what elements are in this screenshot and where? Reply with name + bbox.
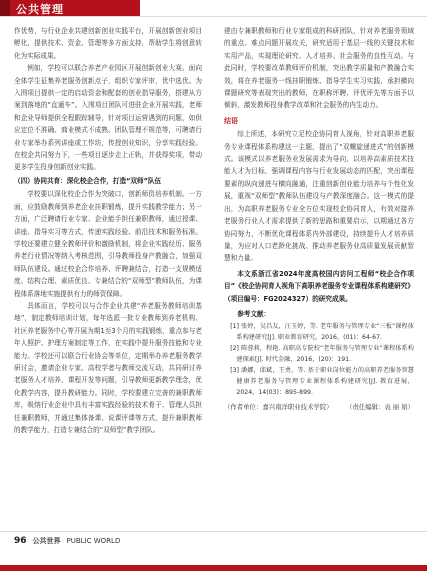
body-paragraph: 综上所述，本研究立足校企协同育人视角，针对高职养老服务专业课程体系构建这一主题，提出了“双螺旋递进式”的创新模式。该模式以养老服务业发展需求为导向，以培养高素质技术技能人才为目标，强调课程内容与行业发展动态的匹配，突出课程要素的纵向递进与横向融通，注重创新创业能力培养与个性化发展，重视“双师型”教师队伍建设与产教深度融合。这一模式的提出，为高职养老服务专业全方位实现校企协同育人，有效对接养老服务行业人才需求提供了新的思路和重要启示，以期通过各方协同努力，不断优化课程体系内外部建设，持续提升人才培养质量，为应对人口老龄化挑战、推动养老服务业高质量发展贡献智慧和力量。 — [224, 130, 414, 263]
right-text-column — [224, 25, 414, 414]
section-header-accent — [0, 0, 10, 16]
references-heading: 参考文献： — [237, 309, 271, 318]
reference-item: [2] 陈蓉莉，程艳. 高职高专院校“老年服务与管理专业”课程体系构建探索[J]. 时代金融，2016，(20)：191. — [230, 345, 414, 364]
footer-divider — [0, 531, 427, 532]
conclusion-heading: 结语 — [224, 116, 238, 125]
body-paragraph: 例如，学校可以联合养老产业园区开展创新创业大赛。面向全体学生征集养老服务创新点子，组织专家评审，优中选优。为入围项目提供一定的启动资金和配套的创业指导服务，搭建从方案到落地的“直通车”。入围项目团队可进驻企业开展实践，老师和企业导师提供全程跟踪辅导，针对项目运营遇到的问题，如供应定位不准确、商业模式不成熟、团队管理不规范等，可聘请行业专家举办系列讲座或工作坊，传授创业知识，分享实践经验。在校企共同努力下，一些项目逐步走上正轨，并获得奖项，带动更多学生投身创新创业实践。 — [14, 64, 202, 172]
reference-item: [1] 张婷，吴昌友，汪玉婷，等. 老年服务与管理专业“三板”课程体系构建研究[J]. 职业教育研究，2016，(01)：64-67. — [230, 323, 414, 342]
magazine-subtitle: PUBLIC WORLD — [66, 537, 121, 545]
body-paragraph: 建由专兼职教师和行业专家组成的科研团队，针对养老服务领域的重点、难点问题开展攻关，研究适用于基层一线的关键技术和实用产品，实现理论研究、人才培养、社会服务的良性互动。与此同时，学校要改革教师评价机制，突出教学质量和产教融合实效，将在养老服务一线挂职锻炼、指导学生实习实践、承担横向课题研究等表现突出的教师，在职称评聘、评优评先等方面予以倾斜，激发教师投身教学改革和社会服务的内生动力。 — [224, 27, 414, 110]
funding-note: 本文系浙江省2024年度高校国内访问工程师“校企合作项目”《校企协同育人视角下高职养老服务专业课程体系构建研究》（项目编号：FG2024327）的研究成果。 — [224, 269, 414, 303]
section-header-band — [0, 0, 140, 16]
page-footer — [14, 536, 120, 546]
subsection-heading: （四）协同共育：深化校企合作，打造“双师”队伍 — [14, 176, 162, 185]
body-paragraph: 具体而言，学校可以与合作企业共建“养老服务教师培训基地”，制定教师培训计划，每年选派一批专业教师到养老机构、社区养老服务中心等开展为期1至3个月的实践锻炼，重点参与老年人照护、护理方案制定等工作，在实践中提升服务技能和专业能力。学校还可以联合行业协会等单位，定期举办养老服务教学研讨会，邀请企业专家、高校学者与教师交流互动，共同研讨养老服务人才培养、课程开发等问题，引导教师更新教学理念，优化教学内容，提升教研能力。同时，学校要建立完善的兼职教师库，吸纳行业企业中具有丰富实践经验的技术骨干、管理人员担任兼职教师，并通过集体备课、说课评课等方式，提升兼职教师的教学能力，打造专兼结合的“双师型”教学团队。 — [14, 301, 202, 434]
section-title: 公共管理 — [16, 3, 64, 16]
byline-row — [224, 401, 414, 413]
reference-item: [3] 潘娜，邱斌，王勇，等. 基于职业岗位能力的高职养老服务智慧健康养老服务与管理专业课程体系构建研究[J]. 教育进展，2024，14(03)：895-899. — [230, 367, 414, 397]
body-paragraph: 学校要以深化校企合作为突破口，创新师资培养机制。一方面，应鼓励教师到养老企业挂职锻炼，提升实践教学能力；另一方面，广泛聘请行业专家、企业能手担任兼职教师，通过授课、讲座、指导实习等方式，传递实践经验、前沿技术和服务标准。学校还要建立健全教师评价和激励机制，将企业实践经历、服务养老行业情况等纳入考核范围，引导教师投身产教融合，加强双师队伍建设。通过校企合作培养、评聘兼结合，打造一支规模适度、结构合理、素质优良、专兼结合的“双师型”教师队伍，为课程体系落地实施提供有力的师资保障。 — [14, 190, 202, 298]
body-paragraph: 作优势，与行业企业共建创新创业实践平台，开展创新创业项目孵化，提供技术、资金、管理等多方面支持，帮助学生将创意转化为实际成果。 — [14, 27, 202, 60]
header-divider — [0, 16, 427, 17]
responsible-editor: （责任编辑：袁 丽 娟） — [346, 403, 414, 412]
bottom-color-bar — [0, 565, 427, 571]
page-number: 96 — [14, 536, 27, 546]
left-text-column — [14, 25, 202, 436]
author-unit: （作者单位：嘉兴南洋职业技术学院） — [224, 403, 333, 412]
magazine-title: 公共世界 — [32, 537, 61, 545]
